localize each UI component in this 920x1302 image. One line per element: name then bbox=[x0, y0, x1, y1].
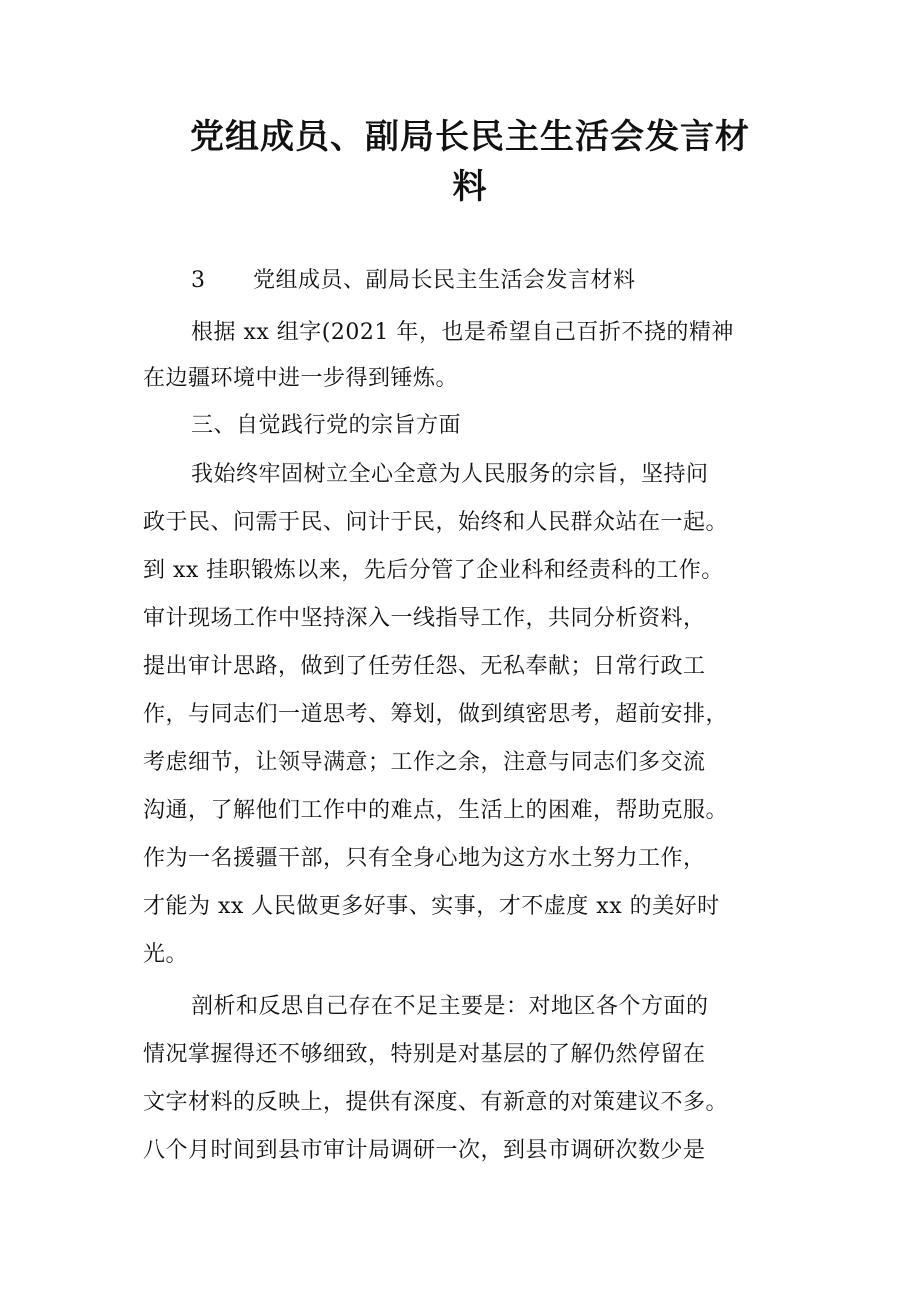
document-title bbox=[150, 112, 790, 212]
heading-number: 3 bbox=[191, 268, 206, 293]
paragraph-2-line-1: 我始终牢固树立全心全意为人民服务的宗旨，坚持问 bbox=[191, 462, 709, 487]
paragraph-3-line-2: 情况掌握得还不够细致，特别是对基层的了解仍然停留在 bbox=[143, 1042, 706, 1067]
paragraph-2-line-7: 考虑细节，让领导满意；工作之余，注意与同志们多交流 bbox=[143, 750, 706, 775]
title-line-1: 党组成员、副局长民主生活会发言材 bbox=[190, 117, 750, 157]
paragraph-2-line-5: 提出审计思路，做到了任劳任怨、无私奉献；日常行政工 bbox=[143, 654, 706, 679]
section-heading bbox=[191, 266, 831, 296]
paragraph-2-line-11: 光。 bbox=[143, 942, 189, 967]
paragraph-2-line-6: 作，与同志们一道思考、筹划，做到缜密思考，超前安排， bbox=[143, 702, 729, 727]
paragraph-2-line-9: 作为一名援疆干部，只有全身心地为这方水土努力工作， bbox=[143, 846, 706, 871]
section-subheading: 三、自觉践行党的宗旨方面 bbox=[191, 413, 462, 438]
heading-text: 党组成员、副局长民主生活会发言材料 bbox=[253, 268, 636, 293]
paragraph-3-line-1: 剖析和反思自己存在不足主要是：对地区各个方面的 bbox=[191, 994, 709, 1019]
paragraph-2-line-3: 到 xx 挂职锻炼以来，先后分管了企业科和经责科的工作。 bbox=[143, 558, 724, 583]
paragraph-2-line-2: 政于民、问需于民、问计于民，始终和人民群众站在一起。 bbox=[143, 510, 729, 535]
paragraph-2-line-10: 才能为 xx 人民做更多好事、实事，才不虚度 xx 的美好时 bbox=[143, 894, 720, 919]
paragraph-3-line-3: 文字材料的反映上，提供有深度、有新意的对策建议不多。 bbox=[143, 1090, 729, 1115]
paragraph-1-line-1: 根据 xx 组字(2021 年，也是希望自己百折不挠的精神 bbox=[191, 320, 734, 345]
paragraph-2-line-4: 审计现场工作中坚持深入一线指导工作，共同分析资料， bbox=[143, 606, 706, 631]
paragraph-1-line-2: 在边疆环境中进一步得到锤炼。 bbox=[143, 366, 459, 391]
paragraph-2-line-8: 沟通，了解他们工作中的难点，生活上的困难，帮助克服。 bbox=[143, 798, 729, 823]
title-line-2: 料 bbox=[452, 167, 488, 207]
paragraph-3-line-4: 八个月时间到县市审计局调研一次，到县市调研次数少是 bbox=[143, 1138, 706, 1163]
